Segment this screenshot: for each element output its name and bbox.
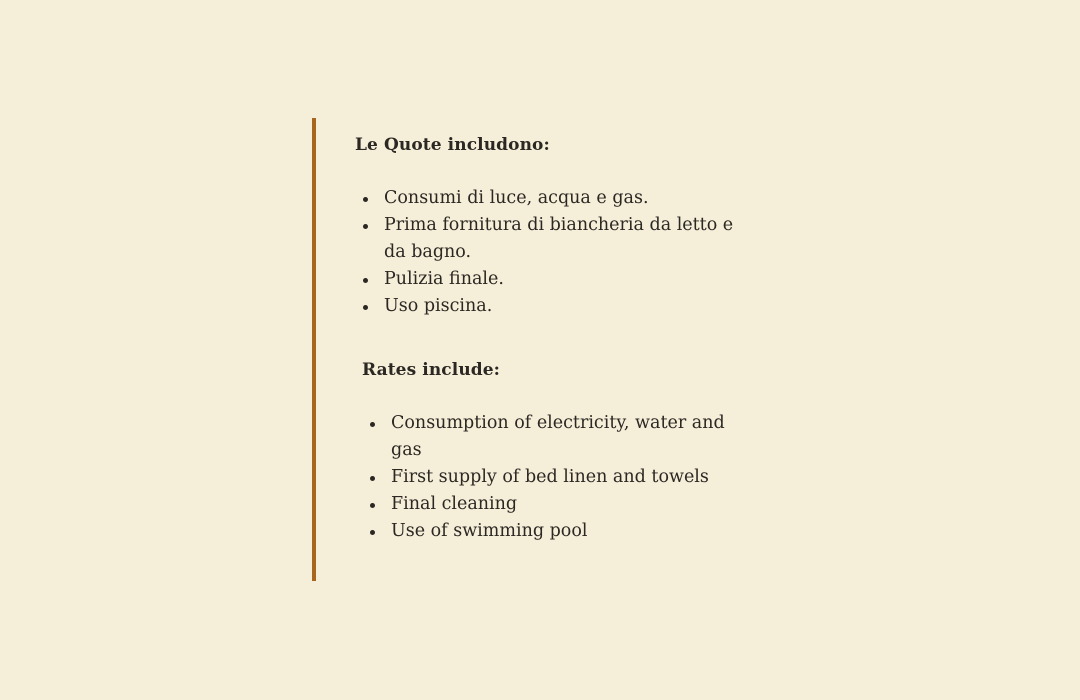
list-item — [355, 293, 744, 320]
italian-heading: Le Quote includono: — [355, 135, 550, 155]
italian-rates-section — [355, 133, 775, 320]
list-item-text: Uso piscina. — [384, 296, 493, 316]
list-item — [362, 410, 751, 464]
list-item — [355, 185, 744, 212]
list-item — [362, 518, 751, 545]
list-item-text: Prima fornitura di biancheria da letto e da bagno. — [384, 215, 734, 262]
english-rates-section — [362, 358, 782, 545]
bullet-icon — [370, 476, 375, 481]
english-heading: Rates include: — [362, 360, 501, 380]
bullet-icon — [370, 422, 375, 427]
bullet-icon — [363, 305, 368, 310]
bullet-icon — [363, 278, 368, 283]
list-item-text: Pulizia finale. — [384, 269, 504, 289]
bullet-icon — [363, 224, 368, 229]
bullet-icon — [370, 503, 375, 508]
list-item-text: Consumption of electricity, water and gas — [391, 413, 725, 460]
list-item — [362, 464, 751, 491]
list-item — [355, 266, 744, 293]
vertical-accent-bar — [312, 118, 316, 581]
list-item-text: First supply of bed linen and towels — [391, 467, 709, 487]
italian-included-list — [355, 185, 775, 320]
list-item-text: Final cleaning — [391, 494, 518, 514]
bullet-icon — [370, 530, 375, 535]
bullet-icon — [363, 197, 368, 202]
english-included-list — [362, 410, 782, 545]
list-item — [355, 212, 744, 266]
list-item-text: Consumi di luce, acqua e gas. — [384, 188, 649, 208]
list-item — [362, 491, 751, 518]
list-item-text: Use of swimming pool — [391, 521, 588, 541]
